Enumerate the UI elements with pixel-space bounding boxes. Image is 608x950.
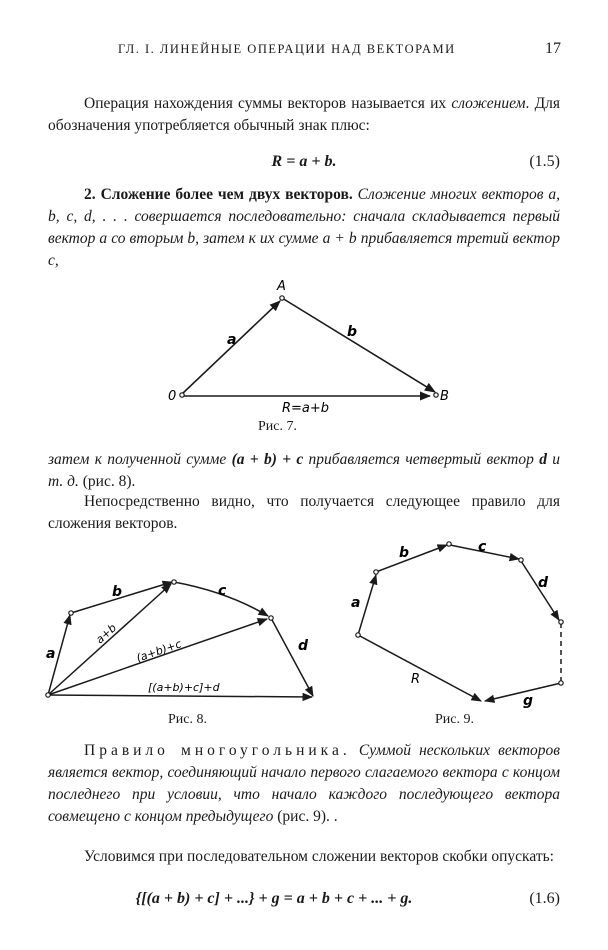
label-vector-b: b	[347, 324, 358, 340]
label-point-b: B	[440, 389, 449, 404]
fig8-point-2	[172, 580, 176, 584]
label-point-a: A	[277, 279, 286, 294]
section-heading: 2. Сложение более чем двух векторов.	[84, 186, 353, 203]
section-2-paragraph: 2. Сложение более чем двух векторов. Сложение многих векторов a, b, c, d, . . . совершается последовательно: сначала складывается первый вектор a со вторым b, затем к их сумме a + b прибавляется третий вектор c,	[48, 186, 560, 269]
chapter-title: ГЛ. I. ЛИНЕЙНЫЕ ОПЕРАЦИИ НАД ВЕКТОРАМИ	[118, 42, 456, 56]
figure-7-caption: Рис. 7.	[258, 419, 297, 434]
vector-b	[282, 298, 435, 392]
rule-title: Правило многоугольника.	[84, 742, 351, 759]
equation-number: (1.5)	[529, 153, 560, 170]
fig9-point-3	[519, 558, 523, 562]
figure-7	[160, 276, 460, 421]
intro-paragraph: Операция нахождения суммы векторов называется их сложением. Для обозначения употребляется обычный знак плюс:	[48, 95, 560, 134]
fig8-label-abcd: [(a+b)+c]+d	[148, 681, 220, 694]
fig9-point-5	[559, 681, 563, 685]
fig8-label-c: c	[218, 583, 227, 599]
formula-1-6: {[(a + b) + c] + ...} + g = a + b + c + ... + g. (1.6)	[135, 890, 560, 907]
label-vector-a: a	[227, 332, 237, 348]
fig8-point-3	[269, 616, 273, 620]
running-header	[0, 42, 608, 62]
fig8-label-abc: (a+b)+c	[134, 637, 184, 665]
fig9-vector-b	[376, 545, 447, 572]
equation-number: (1.6)	[529, 890, 560, 907]
point-o	[180, 393, 184, 397]
math-sum-abc: (a + b) + c	[231, 451, 304, 468]
fig8-point-1	[69, 611, 73, 615]
label-point-o: 0	[168, 389, 177, 404]
fig8-vector-d	[271, 618, 313, 696]
formula-1-5: R = a + b. (1.5)	[271, 153, 560, 170]
fig9-point-2	[447, 542, 451, 546]
rule-intro-paragraph: Непосредственно видно, что получается следующее правило для сложения векторов.	[48, 493, 560, 532]
fig8-origin	[46, 693, 50, 697]
figure-9	[345, 535, 575, 710]
figure-9-caption: Рис. 9.	[435, 712, 474, 727]
brackets-paragraph: Условимся при последовательном сложении векторов скобки опускать:	[84, 848, 554, 865]
label-vector-r: R=a+b	[282, 401, 330, 416]
polygon-rule-paragraph: Правило многоугольника. Суммой нескольких векторов является вектор, соединяющий начало первого слагаемого вектора с концом последнего при условии, что начало каждого последующего вектора совмещено с концом предыдущего (рис. 9). .	[48, 742, 561, 825]
term-addition: сложением	[451, 95, 526, 112]
point-a	[280, 296, 284, 300]
fig8-vector-abcd	[48, 695, 312, 697]
fig9-vector-r	[358, 635, 481, 701]
fig9-label-g: g	[523, 693, 534, 709]
math-d: d	[539, 451, 547, 468]
fig9-point-1	[374, 570, 378, 574]
figure-8	[38, 570, 328, 710]
figure-8-caption: Рис. 8.	[168, 712, 207, 727]
point-b	[434, 393, 438, 397]
fig8-label-a: a	[46, 646, 56, 662]
fig9-label-a: a	[351, 595, 361, 611]
fig8-label-d: d	[298, 638, 309, 654]
page-number: 17	[545, 40, 561, 57]
fig9-point-4	[559, 620, 563, 624]
continuation-paragraph: затем к полученной сумме (a + b) + c прибавляется четвертый вектор d и т. д. (рис. 8).	[48, 451, 561, 490]
fig9-point-start	[356, 633, 360, 637]
fig9-label-c: c	[478, 539, 487, 555]
fig8-label-ab: a+b	[93, 621, 120, 647]
fig9-vector-a	[358, 575, 376, 635]
fig8-label-b: b	[112, 584, 123, 600]
fig9-label-r: R	[411, 672, 421, 687]
fig9-label-d: d	[538, 575, 549, 591]
fig9-label-b: b	[399, 545, 410, 561]
